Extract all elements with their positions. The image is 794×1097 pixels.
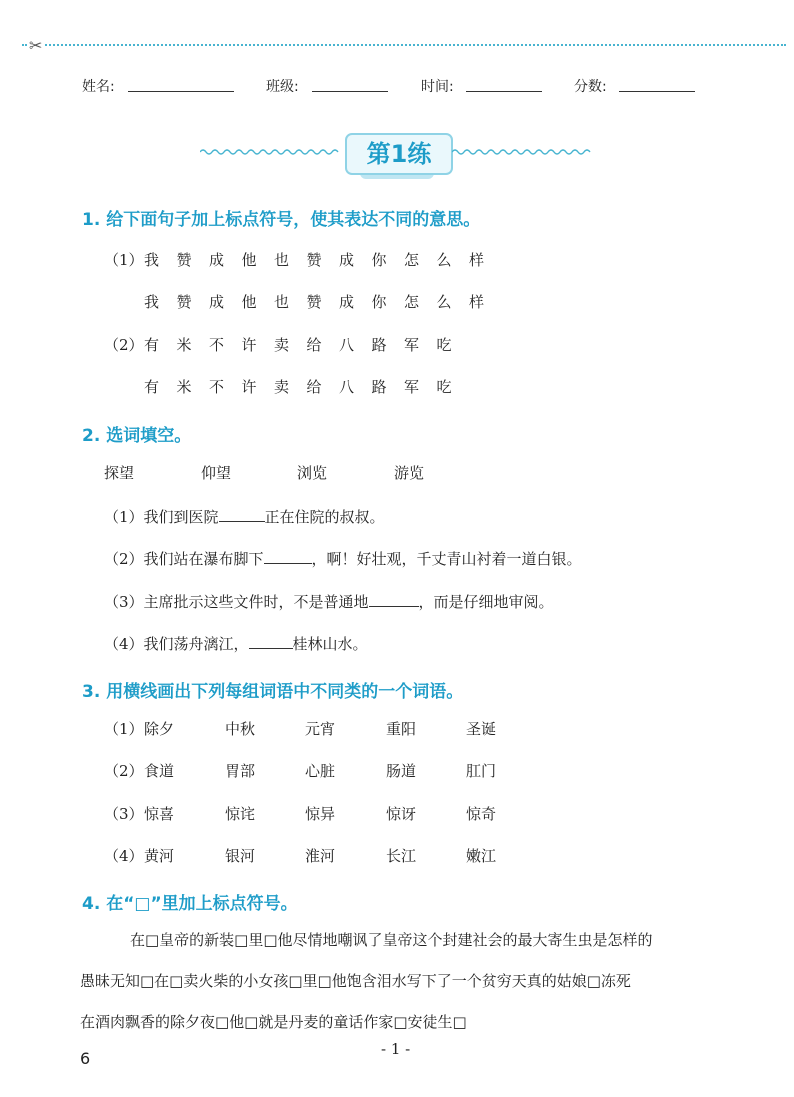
sentence-character[interactable]: 样: [469, 293, 485, 311]
group-word[interactable]: 重阳: [386, 720, 417, 738]
group-word[interactable]: 圣诞: [466, 720, 497, 738]
sentence-characters: [144, 336, 469, 354]
group-word[interactable]: 除夕: [144, 720, 175, 738]
name-field[interactable]: [128, 91, 234, 92]
page-number: - 1 -: [381, 1040, 411, 1058]
sentence-3-after: ，而是仔细地审阅。: [418, 593, 554, 611]
question-2-sentence-2: [104, 548, 582, 569]
group-word[interactable]: 黄河: [144, 847, 175, 865]
sentence-character[interactable]: 赞: [306, 251, 322, 269]
sentence-character[interactable]: 成: [339, 293, 355, 311]
sentence-character[interactable]: 赞: [176, 293, 192, 311]
exercise-title: 第1练: [345, 133, 453, 175]
question-1-title: 1. 给下面句子加上标点符号，使其表达不同的意思。: [82, 210, 481, 230]
sentence-character[interactable]: 他: [241, 251, 257, 269]
sentence-character[interactable]: 有: [144, 378, 160, 396]
group-number: （2）: [104, 762, 144, 780]
group-word[interactable]: 中秋: [225, 720, 256, 738]
sentence-character[interactable]: 给: [306, 336, 322, 354]
word-bank-item: 探望: [104, 464, 135, 482]
group-word[interactable]: 惊异: [305, 805, 336, 823]
left-wave-decoration: [200, 147, 342, 157]
paragraph-line-3: 在酒肉飘香的除夕夜□他□就是丹麦的童话作家□安徒生□: [80, 1013, 467, 1031]
group-word[interactable]: 银河: [225, 847, 256, 865]
sentence-4-before: （4）我们荡舟漓江，: [104, 635, 249, 653]
question-4-paragraph: [80, 920, 720, 1043]
question-2-sentence-3: [104, 591, 554, 612]
group-word[interactable]: 淮河: [305, 847, 336, 865]
item-number: （2）: [104, 336, 144, 354]
sentence-characters: [144, 293, 502, 311]
sentence-character[interactable]: 吃: [436, 336, 452, 354]
group-word[interactable]: 肠道: [386, 762, 417, 780]
sentence-character[interactable]: 吃: [436, 378, 452, 396]
sentence-character[interactable]: 米: [176, 336, 192, 354]
paragraph-line-2: 愚昧无知□在□卖火柴的小女孩□里□他饱含泪水写下了一个贫穷天真的姑娘□冻死: [80, 972, 631, 990]
question-1-sentence-row: [104, 376, 469, 397]
group-number: （4）: [104, 847, 144, 865]
sentence-character[interactable]: 样: [469, 251, 485, 269]
sentence-character[interactable]: 成: [209, 251, 225, 269]
sentence-character[interactable]: 给: [306, 378, 322, 396]
exercise-title-banner: [200, 133, 594, 181]
sentence-characters: [144, 251, 502, 269]
time-field[interactable]: [466, 91, 542, 92]
question-4-title: 4. 在“□”里加上标点符号。: [82, 894, 298, 914]
group-word[interactable]: 胃部: [225, 762, 256, 780]
sentence-character[interactable]: 赞: [176, 251, 192, 269]
item-number: （1）: [104, 251, 144, 269]
sentence-character[interactable]: 米: [176, 378, 192, 396]
question-1-sentence-row: [104, 291, 502, 312]
question-1-sentence-row: [104, 249, 502, 270]
group-word[interactable]: 元宵: [305, 720, 336, 738]
group-word[interactable]: 惊奇: [466, 805, 497, 823]
sentence-character[interactable]: 许: [241, 336, 257, 354]
student-info-header: [0, 76, 794, 96]
fill-blank-2[interactable]: [264, 549, 312, 564]
question-2-sentence-1: [104, 506, 385, 527]
sentence-characters: [144, 378, 469, 396]
word-bank-item: 游览: [394, 464, 425, 482]
sentence-character[interactable]: 也: [274, 251, 290, 269]
sentence-character[interactable]: 也: [274, 293, 290, 311]
sentence-character[interactable]: 成: [339, 251, 355, 269]
fill-blank-3[interactable]: [369, 592, 419, 607]
sentence-2-before: （2）我们站在瀑布脚下: [104, 550, 264, 568]
sentence-character[interactable]: 路: [371, 336, 387, 354]
group-word[interactable]: 嫩江: [466, 847, 497, 865]
word-bank-item: 浏览: [297, 464, 328, 482]
sentence-character[interactable]: 怎: [404, 293, 420, 311]
sentence-character[interactable]: 我: [144, 251, 160, 269]
fill-blank-1[interactable]: [219, 507, 265, 522]
class-field[interactable]: [312, 91, 388, 92]
sentence-character[interactable]: 我: [144, 293, 160, 311]
group-word[interactable]: 惊喜: [144, 805, 175, 823]
sentence-character[interactable]: 军: [404, 378, 420, 396]
sentence-3-before: （3）主席批示这些文件时，不是普通地: [104, 593, 369, 611]
group-word[interactable]: 长江: [386, 847, 417, 865]
sentence-character[interactable]: 不: [209, 336, 225, 354]
sentence-1-after: 正在住院的叔叔。: [264, 508, 385, 526]
group-word[interactable]: 心脏: [305, 762, 336, 780]
group-word[interactable]: 惊讶: [386, 805, 417, 823]
sentence-character[interactable]: 你: [371, 251, 387, 269]
score-label: 分数:: [574, 79, 607, 95]
sentence-character[interactable]: 有: [144, 336, 160, 354]
sentence-character[interactable]: 军: [404, 336, 420, 354]
sentence-character[interactable]: 路: [371, 378, 387, 396]
sentence-character[interactable]: 不: [209, 378, 225, 396]
sentence-character[interactable]: 他: [241, 293, 257, 311]
name-label: 姓名:: [82, 79, 115, 95]
sentence-character[interactable]: 许: [241, 378, 257, 396]
right-wave-decoration: [452, 147, 594, 157]
sentence-character[interactable]: 卖: [274, 378, 290, 396]
sentence-character[interactable]: 你: [371, 293, 387, 311]
sentence-4-after: 桂林山水。: [292, 635, 368, 653]
sentence-character[interactable]: 赞: [306, 293, 322, 311]
scissors-icon: ✂: [29, 36, 43, 55]
time-label: 时间:: [421, 79, 454, 95]
sentence-character[interactable]: 八: [339, 378, 355, 396]
question-2-sentence-4: [104, 633, 368, 654]
paragraph-line-1: 在□皇帝的新装□里□他尽情地嘲讽了皇帝这个封建社会的最大寄生虫是怎样的: [130, 931, 653, 949]
group-word[interactable]: 肛门: [466, 762, 497, 780]
group-number: （3）: [104, 805, 144, 823]
sentence-character[interactable]: 么: [436, 251, 452, 269]
question-3-title: 3. 用横线画出下列每组词语中不同类的一个词语。: [82, 682, 464, 702]
question-2-title: 2. 选词填空。: [82, 426, 192, 446]
question-1-sentence-row: [104, 334, 469, 355]
score-field[interactable]: [619, 91, 695, 92]
word-bank-item: 仰望: [201, 464, 232, 482]
sentence-2-after: ，啊！好壮观，千丈青山衬着一道白银。: [311, 550, 582, 568]
group-number: （1）: [104, 720, 144, 738]
sentence-character[interactable]: 怎: [404, 251, 420, 269]
book-page-number: 6: [80, 1049, 91, 1068]
sentence-character[interactable]: 么: [436, 293, 452, 311]
cut-line: [22, 44, 786, 46]
sentence-character[interactable]: 成: [209, 293, 225, 311]
sentence-character[interactable]: 八: [339, 336, 355, 354]
group-word[interactable]: 惊诧: [225, 805, 256, 823]
fill-blank-4[interactable]: [249, 634, 293, 649]
group-word[interactable]: 食道: [144, 762, 175, 780]
sentence-character[interactable]: 卖: [274, 336, 290, 354]
class-label: 班级:: [266, 79, 299, 95]
sentence-1-before: （1）我们到医院: [104, 508, 219, 526]
